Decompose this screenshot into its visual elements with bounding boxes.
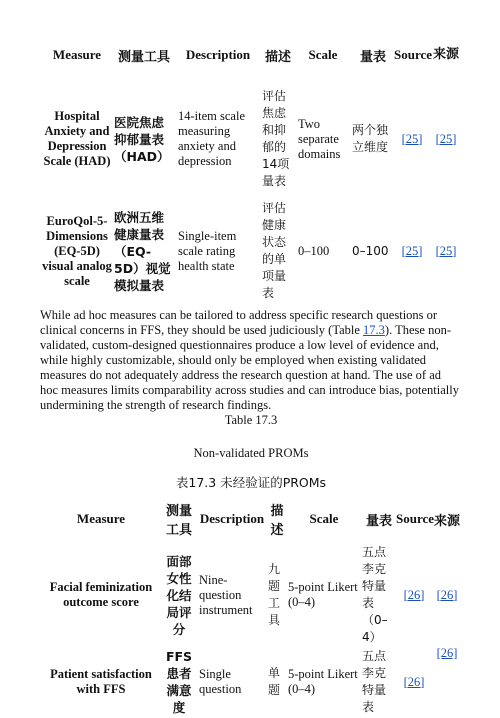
description-cn-cell: 九题工具 (268, 562, 281, 627)
table-caption-title: Non-validated PROMs (193, 446, 309, 460)
header-measure: Measure (76, 511, 126, 526)
description-cn-cell: 单题 (268, 666, 281, 697)
table-non-validated-proms (40, 494, 462, 718)
scale-cell: Two separate domains (298, 116, 341, 161)
header-scale: Scale (308, 47, 338, 62)
header-measure-cn: 测量工具 (117, 49, 170, 65)
source-link[interactable]: [26] (403, 674, 425, 689)
scale-cn-cell: 五点李克特量表（0–4） (362, 545, 388, 644)
measure-cell: EuroQol-5-Dimensions (EQ-5D) visual analog scale (42, 213, 112, 288)
source-link[interactable]: [25] (401, 243, 423, 258)
header-scale: Scale (309, 511, 339, 526)
source-cn-link[interactable]: [25] (435, 131, 457, 146)
header-scale-cn: 量表 (365, 513, 392, 529)
source-cn-link[interactable]: [26] (436, 646, 458, 660)
header-measure-cn: 测量工具 (165, 504, 192, 538)
table-header-row (40, 494, 462, 544)
header-scale-cn: 量表 (359, 49, 386, 65)
document-page (40, 32, 462, 718)
scale-cn-cell: 五点李克特量表 (362, 649, 387, 714)
scale-cn-cell: 两个独立维度 (352, 123, 389, 154)
source-link[interactable]: [25] (401, 131, 423, 146)
header-measure: Measure (52, 47, 102, 62)
scale-cell: 5-point Likert (0–4) (288, 667, 358, 696)
measure-cell: Hospital Anxiety and Depression Scale (HAD) (43, 109, 111, 168)
header-source-cn: 来源 (432, 47, 459, 62)
source-cn-link[interactable]: [26] (436, 587, 458, 602)
description-cn-cell: 评估焦虑和抑郁的14项量表 (262, 89, 290, 188)
source-cn-link[interactable]: [25] (435, 243, 457, 258)
table-row (40, 200, 462, 302)
measure-cn-cell: 医院焦虑抑郁量表（HAD） (114, 114, 170, 164)
description-cell: Single question (199, 667, 242, 696)
table-row (40, 646, 462, 718)
measure-cn-cell: FFS患者满意度 (165, 649, 193, 715)
scale-cell: 0–100 (298, 243, 330, 258)
header-source: Source (396, 511, 435, 526)
scale-cell: 5-point Likert (0–4) (288, 580, 358, 609)
description-cn-cell: 评估健康状态的单项量表 (262, 201, 287, 300)
table-row (40, 544, 462, 646)
source-link[interactable]: [26] (403, 587, 425, 602)
header-source-cn: 来源 (433, 513, 460, 529)
header-source: Source (394, 47, 433, 62)
header-description: Description (199, 511, 265, 526)
header-description-cn: 描述 (270, 504, 284, 538)
measure-cn-cell: 面部女性化结局评分 (166, 553, 192, 637)
table-header-row (40, 32, 462, 78)
paragraph-text-start: While ad hoc measures can be tailored to address specific research questions or clinical concerns in FFS, they should be used judiciously (Table (40, 308, 438, 337)
header-description: Description (185, 47, 251, 62)
table-row (40, 78, 462, 200)
table-reference-link[interactable]: 17.3 (363, 323, 385, 337)
paragraph-text-end: ). These non-validated, custom-designed questionnaires produce a low level of evidence and, while highly customizable, should only be employed when existing validated measures do not adequately address the research question at hand. The use of ad hoc measures limits comparability across studies and can introduce bias, potentially undermining the strength of research findings. (40, 323, 459, 412)
description-cell: 14-item scale measuring anxiety and depression (178, 109, 245, 168)
table-validated-proms (40, 32, 462, 302)
description-cell: Nine-question instrument (199, 572, 253, 617)
scale-cn-cell: 0–100 (352, 243, 389, 258)
measure-cell: Patient satisfaction with FFS (50, 667, 152, 696)
body-paragraph (40, 308, 462, 413)
table-caption-label: Table 17.3 (224, 413, 278, 427)
measure-cn-cell: 欧洲五维健康量表（EQ-5D）视觉模拟量表 (114, 209, 171, 293)
description-cell: Single-item scale rating health state (178, 228, 237, 273)
table-caption-title-cn: 表17.3 未经验证的PROMs (175, 475, 327, 490)
measure-cell: Facial feminization outcome score (49, 580, 153, 609)
header-description-cn: 描述 (264, 49, 291, 65)
